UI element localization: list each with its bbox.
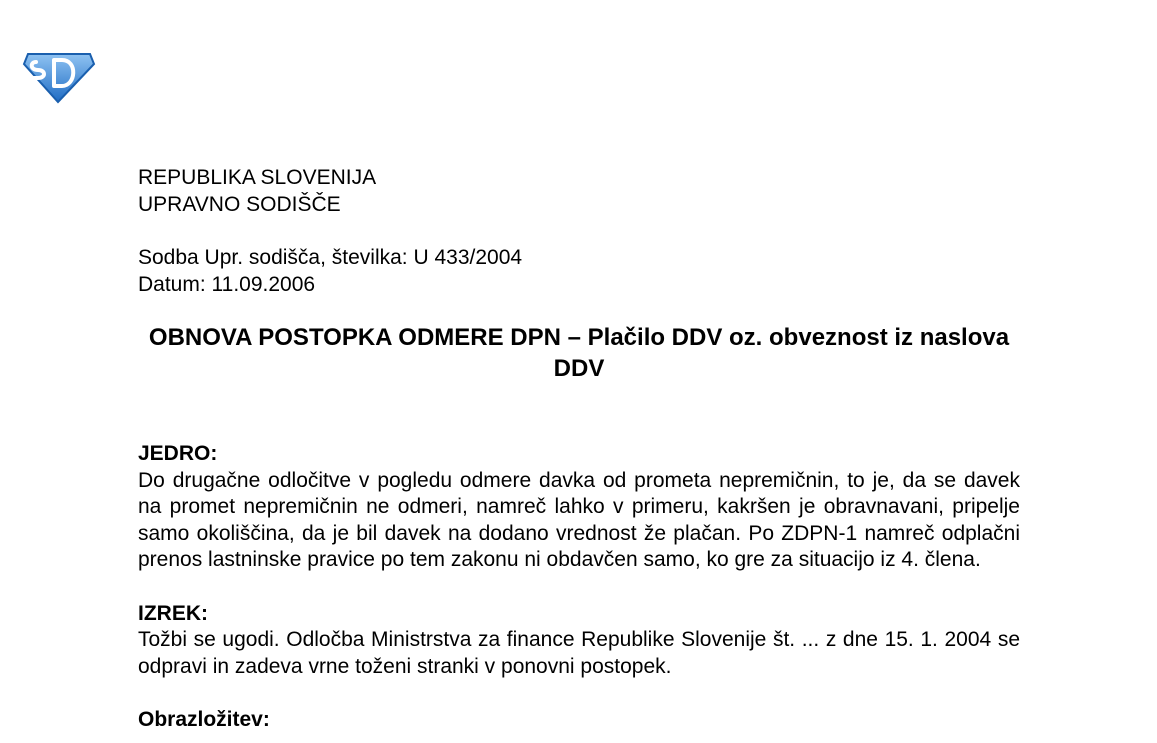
section-label-jedro: JEDRO: <box>138 442 218 465</box>
judgment-date: Datum: 11.09.2006 <box>138 272 316 296</box>
document-body <box>138 165 1020 734</box>
section-text-izrek: Tožbi se ugodi. Odločba Ministrstva za finance Republike Slovenije št. ... z dne 15. 1. 2004 se odpravi in zadeva vrne toženi stranki v ponovni postopek. <box>138 628 1020 678</box>
section-text-jedro: Do drugačne odločitve v pogledu odmere davka od prometa nepremičnin, to je, da se davek na promet nepremičnin ne odmeri, namreč lahko v primeru, kakršen je obravnavani, pripelje samo okoliščina, da je bil davek na dodano vrednost že plačan. Po ZDPN-1 namreč odplačni prenos lastninske pravice po tem zakonu ni obdavčen samo, ko gre za situacijo iz 4. člena. <box>138 468 1020 571</box>
document-title: OBNOVA POSTOPKA ODMERE DPN – Plačilo DDV oz. obveznost iz naslova DDV <box>148 324 1010 382</box>
header-country: REPUBLIKA SLOVENIJA <box>138 166 377 189</box>
case-number: Sodba Upr. sodišča, številka: U 433/2004 <box>138 246 523 269</box>
header-court: UPRAVNO SODIŠČE <box>138 192 341 216</box>
section-label-izrek: IZREK: <box>138 601 208 625</box>
sd-shield-logo-icon <box>22 48 96 104</box>
section-label-obrazlozitev: Obrazložitev: <box>138 708 270 731</box>
